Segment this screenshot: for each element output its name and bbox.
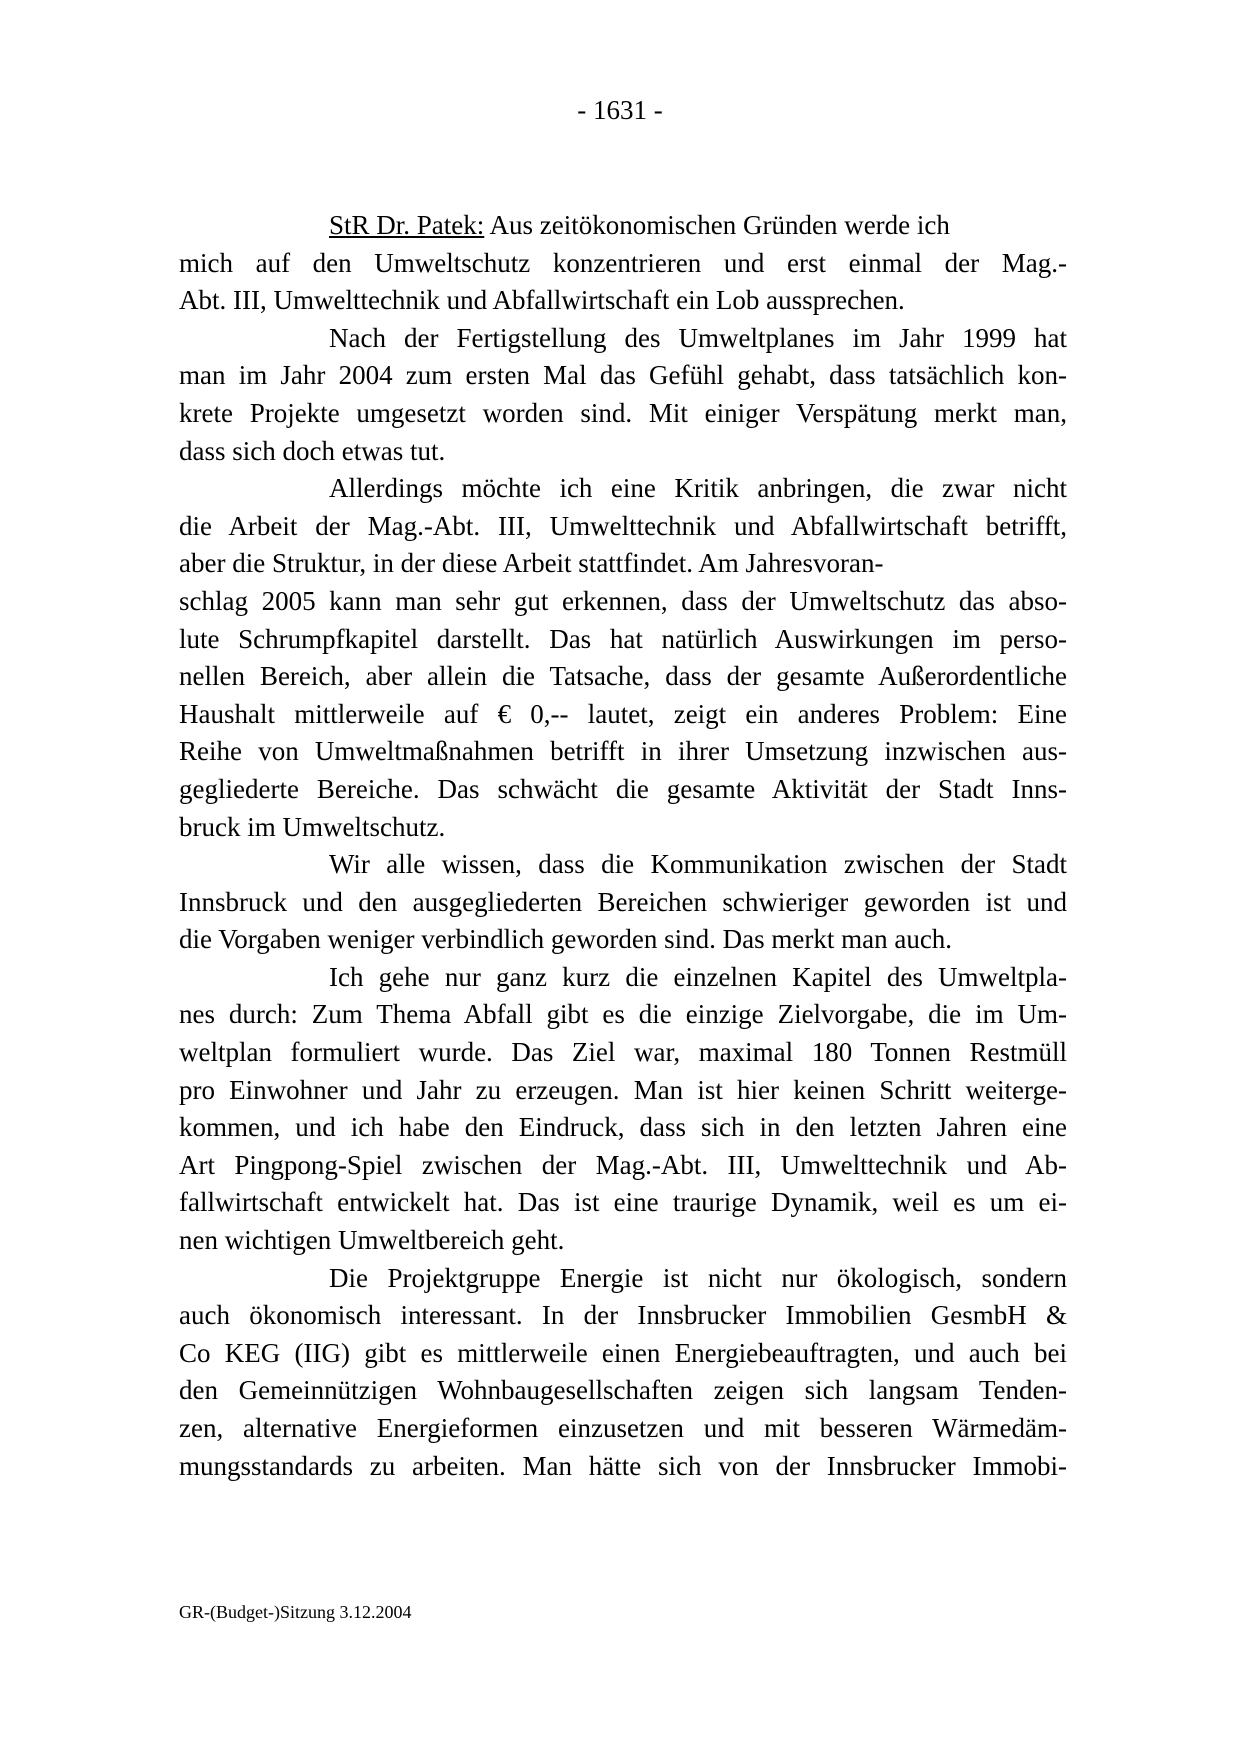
text-line: die Arbeit der Mag.-Abt. III, Umwelttechnik und Abfallwirtschaft betrifft, (179, 510, 1067, 541)
text-line: gegliederte Bereiche. Das schwächt die gesamte Aktivität der Stadt Inns- (179, 773, 1067, 804)
paragraph-4 (179, 846, 1067, 959)
paragraph-2 (179, 320, 1067, 470)
text-line-content: Aus zeitökonomischen Gründen werde ich (484, 210, 950, 240)
paragraph-3 (179, 470, 1067, 846)
text-line: mungsstandards zu arbeiten. Man hätte sich von der Innsbrucker Immobi- (179, 1450, 1067, 1481)
text-line: Reihe von Umweltmaßnahmen betrifft in ihrer Umsetzung inzwischen aus- (179, 736, 1067, 767)
text-line: bruck im Umweltschutz. (179, 811, 446, 842)
text-line: man im Jahr 2004 zum ersten Mal das Gefühl gehabt, dass tatsächlich kon- (179, 360, 1067, 391)
text-line: Art Pingpong-Spiel zwischen der Mag.-Abt. III, Umwelttechnik und Ab- (179, 1149, 1067, 1180)
paragraph-1 (179, 207, 1067, 320)
text-line: Allerdings möchte ich eine Kritik anbringen, die zwar nicht (329, 473, 1067, 504)
text-line: schlag 2005 kann man sehr gut erkennen, dass der Umweltschutz das abso- (179, 585, 1067, 616)
text-line: Haushalt mittlerweile auf € 0,-- lautet, zeigt ein anderes Problem: Eine (179, 698, 1067, 729)
text-line: mich auf den Umweltschutz konzentrieren und erst einmal der Mag.- (179, 247, 1067, 278)
text-line: lute Schrumpfkapitel darstellt. Das hat natürlich Auswirkungen im perso- (179, 623, 1067, 654)
text-line: Die Projektgruppe Energie ist nicht nur ökologisch, sondern (329, 1262, 1067, 1293)
text-line: Abt. III, Umwelttechnik und Abfallwirtschaft ein Lob aussprechen. (179, 285, 905, 316)
text-line: zen, alternative Energieformen einzusetzen und mit besseren Wärmedäm- (179, 1413, 1067, 1443)
text-line (179, 207, 1067, 245)
text-line: Nach der Fertigstellung des Umweltplanes im Jahr 1999 hat (329, 322, 1067, 353)
paragraph-6 (179, 1260, 1067, 1486)
text-line: den Gemeinnützigen Wohnbaugesellschaften zeigen sich langsam Tenden- (179, 1375, 1067, 1406)
text-line: auch ökonomisch interessant. In der Innsbrucker Immobilien GesmbH & (179, 1300, 1067, 1331)
text-line: Ich gehe nur ganz kurz die einzelnen Kapitel des Umweltpla- (329, 961, 1067, 992)
footer-session-label: GR-(Budget-)Sitzung 3.12.2004 (179, 1602, 412, 1622)
text-line: Co KEG (IIG) gibt es mittlerweile einen Energiebeauftragten, und auch bei (179, 1337, 1067, 1368)
paragraph-5 (179, 959, 1067, 1260)
speaker-name: StR Dr. Patek: (329, 210, 485, 240)
text-line: krete Projekte umgesetzt worden sind. Mit einiger Verspätung merkt man, (179, 397, 1067, 428)
text-line: aber die Struktur, in der diese Arbeit stattfindet. Am Jahresvoran- (179, 548, 884, 579)
text-line: Wir alle wissen, dass die Kommunikation zwischen der Stadt (329, 849, 1067, 880)
text-line: dass sich doch etwas tut. (179, 435, 446, 466)
text-line: nellen Bereich, aber allein die Tatsache, dass der gesamte Außerordentliche (179, 661, 1067, 692)
text-line: pro Einwohner und Jahr zu erzeugen. Man ist hier keinen Schritt weiterge- (179, 1074, 1067, 1105)
text-line: kommen, und ich habe den Eindruck, dass sich in den letzten Jahren eine (179, 1112, 1067, 1143)
text-line: nen wichtigen Umweltbereich geht. (179, 1225, 565, 1256)
text-line: weltplan formuliert wurde. Das Ziel war, maximal 180 Tonnen Restmüll (179, 1037, 1067, 1068)
page-number: - 1631 - (577, 95, 663, 125)
text-line: nes durch: Zum Thema Abfall gibt es die einzige Zielvorgabe, die im Um- (179, 999, 1067, 1030)
document-body (179, 207, 1067, 1485)
text-line: Innsbruck und den ausgegliederten Bereichen schwieriger geworden ist und (179, 886, 1067, 917)
text-line: fallwirtschaft entwickelt hat. Das ist eine traurige Dynamik, weil es um ei- (179, 1187, 1067, 1218)
text-line: die Vorgaben weniger verbindlich geworden sind. Das merkt man auch. (179, 924, 953, 955)
